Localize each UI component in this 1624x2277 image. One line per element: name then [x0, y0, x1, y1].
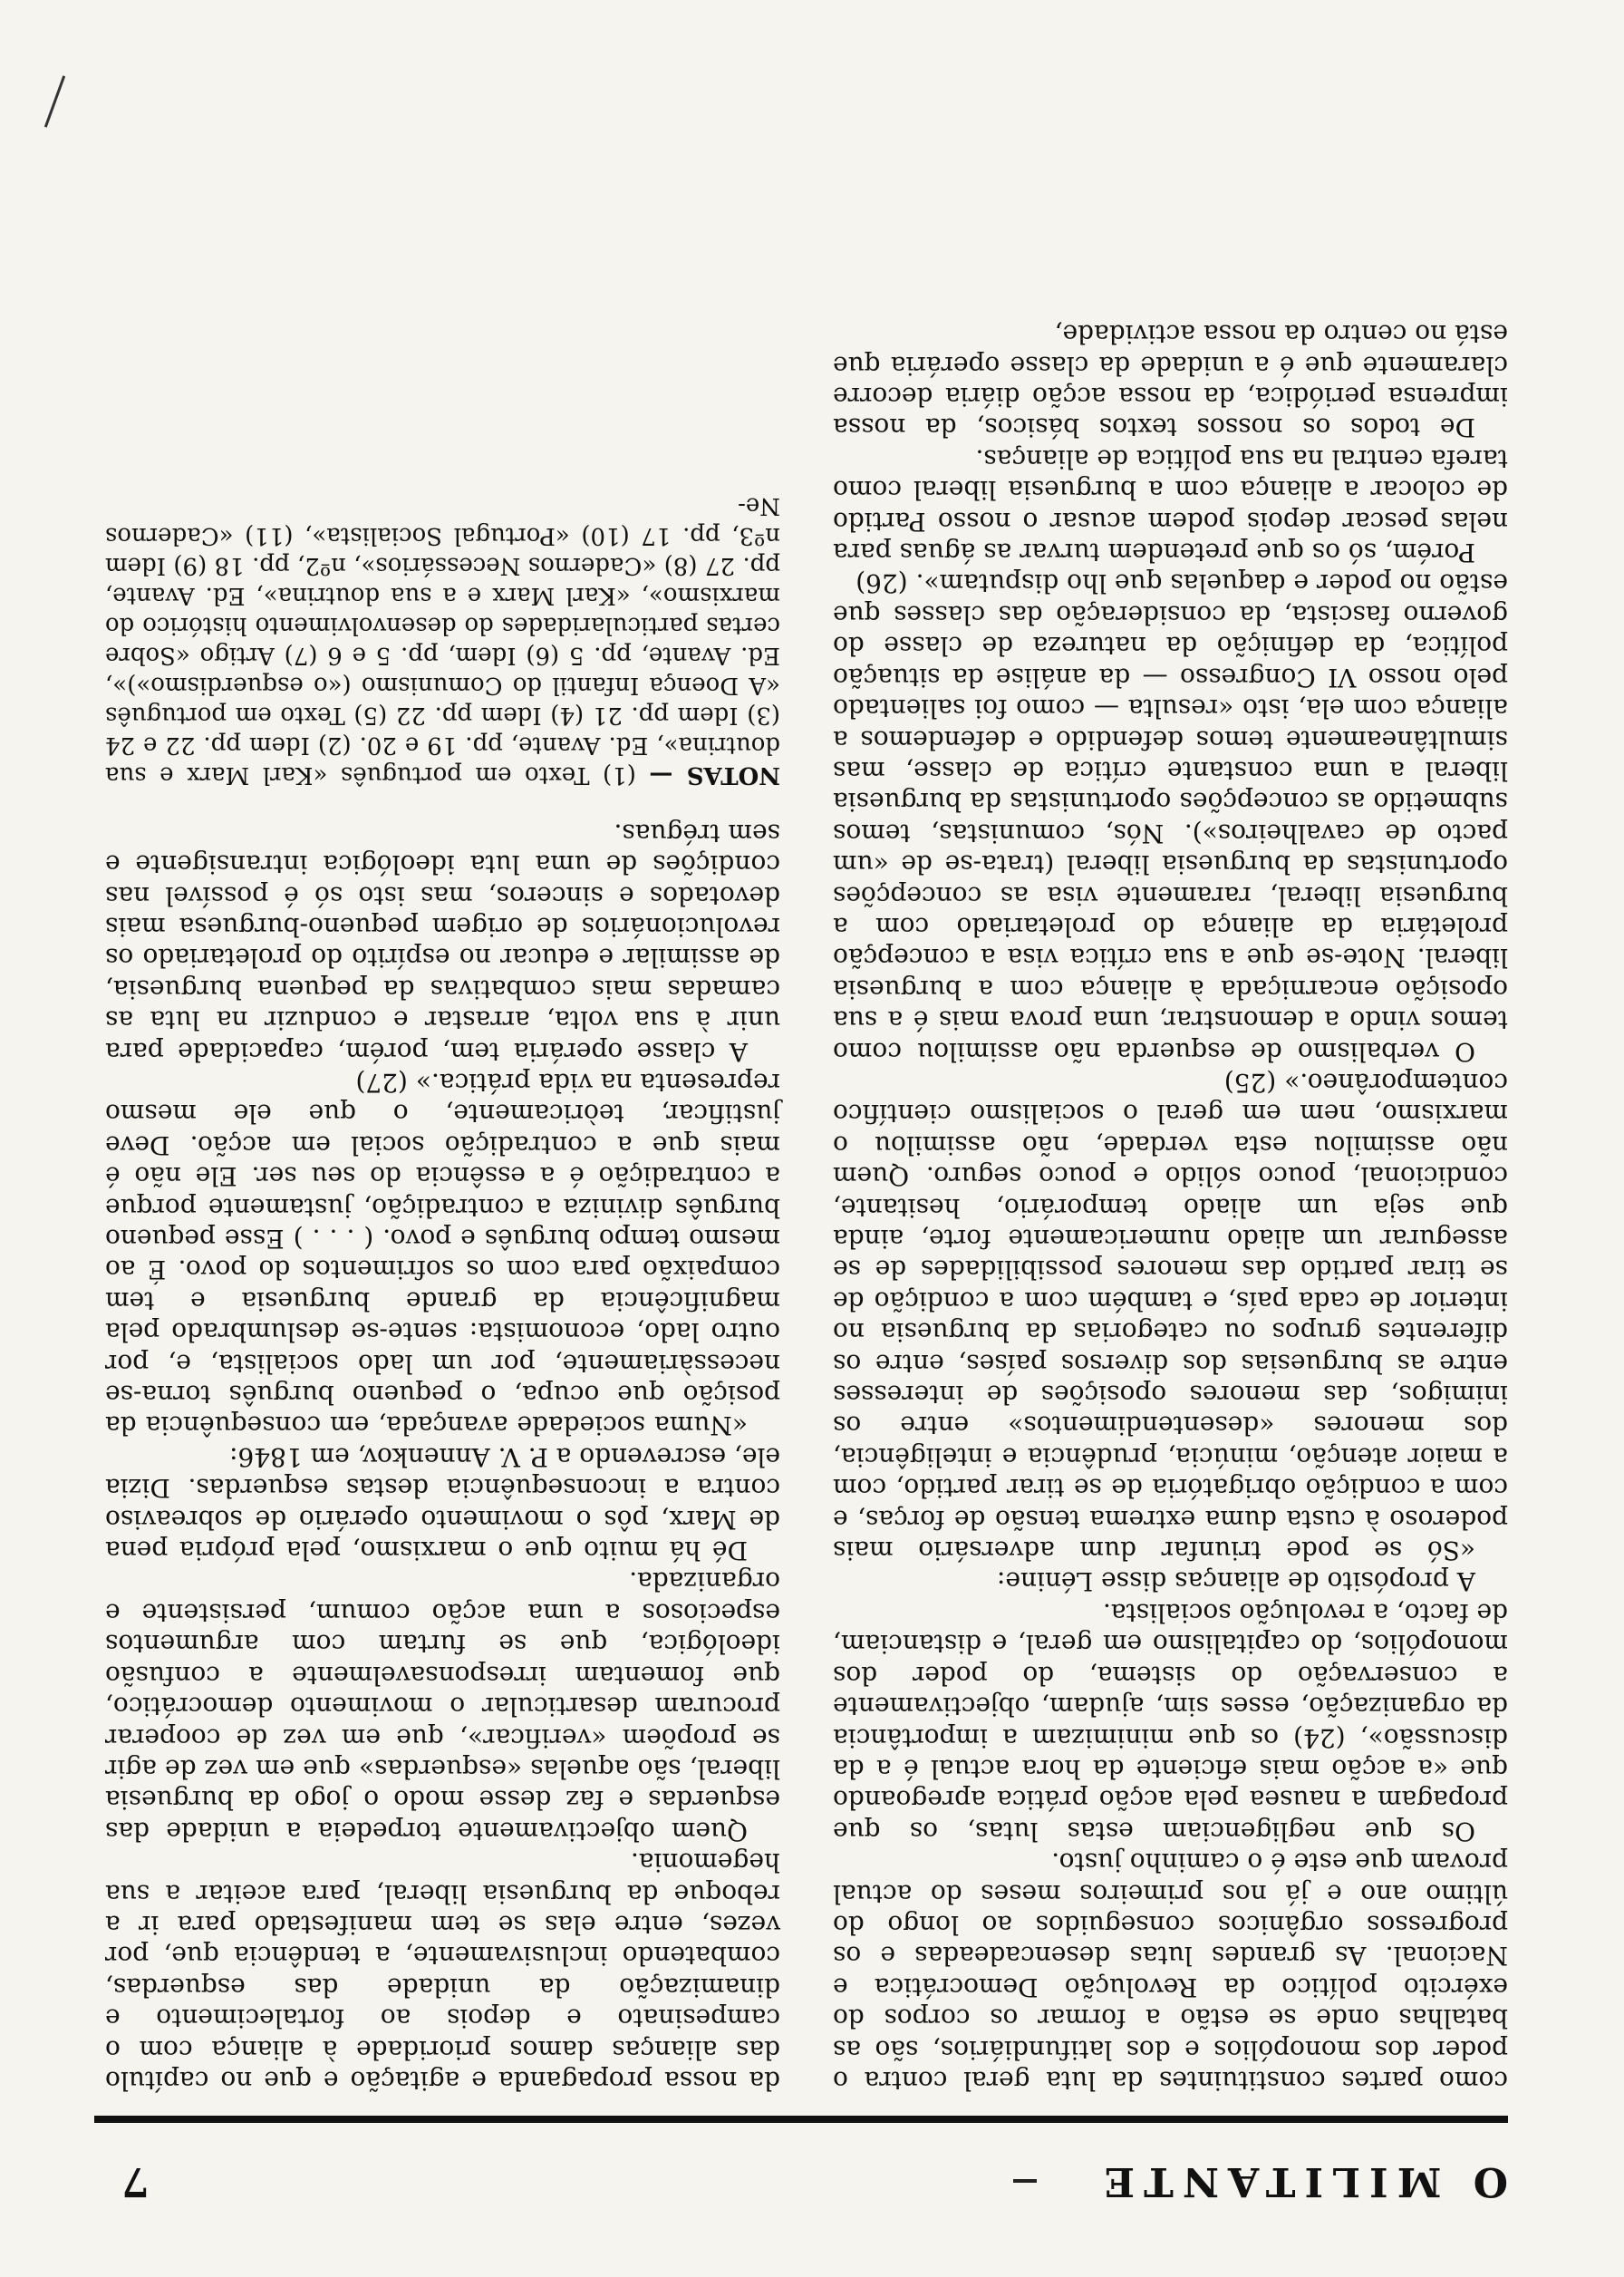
- paragraph: Quem objectivamente torpedeia a unidade das esquerdas e faz desse modo o jogo da burguesia liberal, são aquelas «esquerdas» que em vez de agir se propõem «verificar», que em vez de cooperar procuram desarticular o movimento democrático, que fomentam irresponsavelmente a confusão ideológica, que se furtam com argumentos especiosos a uma acção comum, persistente e organizada.: [105, 1566, 780, 1846]
- paragraph: Porém, só os que pretendem turvar as águas para nelas pescar depois podem acusar o nosso Partido de colocar a aliança com a burguesia liberal como tarefa central na sua política de alianças.: [833, 443, 1508, 568]
- paragraph: Dé há muito que o marxismo, pela própria pena de Marx, pôs o movimento operário de sobreaviso contra a inconsequência destas esquerdas. Dizia ele, escrevendo a P. V. Annenkov, em 1846:: [105, 1441, 780, 1566]
- margin-pen-mark: [44, 75, 65, 127]
- publication-title: O MILITANTE: [1095, 2158, 1508, 2204]
- header-divider-mark: [1013, 2179, 1037, 2183]
- right-column: [105, 490, 780, 2096]
- footnotes-text: (1) Texto em português «Karl Marx e sua doutrina», Ed. Avante, pp. 19 e 20. (2) Idem pp. 22 e 24 (3) Idem pp. 21 (4) Idem pp. 22 (5) Texto em português «A Doença Infantil do Comunismo («o esquerdismo»)», Ed. Avante, pp. 5 (6) Idem, pp. 5 e 6 (7) Artigo «Sobre certas particularidades do desenvolvimento histórico do marxismo», «Karl Marx e a sua doutrina», Ed. Avante, pp. 27 (8) «Cadernos Necessários», nº2, pp. 18 (9) Idem nº3, pp. 17 (10) «Portugal Socialista», (11) «Cadernos Ne-: [105, 492, 780, 790]
- quote-paragraph: «Só se pode triunfar dum adversário mais poderoso à custa duma extrema tensão de forças, e com a condição obrigatória de se tirar partido, com a maior atenção, minúcia, prudência e inteligência, dos menores «desentendimentos» entre os inimigos, das menores oposições de interesses entre as burguesias dos diversos países, entre os diferentes grupos ou categorias da burguesia no interior de cada país, e também com a condição de se tirar partido das menores possibilidades de se assegurar um aliado numericamente forte, ainda que seja um aliado temporário, hesitante, condicional, pouco sólido e pouco seguro. Quem não assimilou esta verdade, não assimilou o marxismo, nem em geral o socialismo científico contemporâneo.» (25): [833, 1068, 1508, 1566]
- footnotes: [105, 490, 780, 790]
- paragraph: Os que negligenciam estas lutas, os que propagam a nausea pela acção prática apregoando que «a acção mais eficiente da hora actual é a da discussão», (24) os que minimizam a importância da organização, esses sim, ajudam, objectivamente a conservação do sistema, do poder dos monopólios, do capitalismo em geral, e distanciam, de facto, a revolução socialista.: [833, 1597, 1508, 1846]
- paragraph: da nossa propaganda e agitação e que no capítulo das alianças damos prioridade à aliança com o campesinato e depois ao fortalecimento e dinamização da unidade das esquerdas, combatendo inclusivamente, a tendência que, por vezes, entre elas se tem manifestado para ir a reboque da burguesia liberal, para aceitar a sua hegemonia.: [105, 1847, 780, 2096]
- paragraph: O verbalismo de esquerda não assimilou como temos vindo a demonstrar, uma prova mais é a sua oposição encarniçada à aliança com a burguesia liberal. Note-se que a sua crítica visa a concepção proletária da aliança do proletariado com a burguesia liberal, raramente visa as concepções oportunistas da burguesia liberal (trata-se de «um pacto de cavalheiros»). Nós, comunistas, temos submetido as concepções oportunistas da burguesia liberal a uma constante crítica de classe, mas simultâneamente temos defendido e defendemos a aliança com ela, isto «resulta — como foi salientado pelo nosso VI Congresso — da análise da situação política, da definição da natureza de classe do governo fascista, da consideração das classes que estão no poder e daquelas que lho disputam». (26): [833, 568, 1508, 1067]
- paragraph: De todos os nossos textos básicos, da nossa imprensa periódica, da nossa acção diária decorre claramente que é a unidade da classe operária que está no centro da nossa actividade,: [833, 319, 1508, 443]
- page-header: [94, 2116, 1508, 2223]
- left-column: [833, 318, 1508, 2096]
- page-number: 7: [121, 2158, 150, 2204]
- footnotes-label: NOTAS —: [649, 761, 780, 790]
- paragraph: como partes constituintes da luta geral contra o poder dos monopólios e dos latifundiários, são as batalhas onde se estão a formar os corpos do exército político da Revolução Democrática e Nacional. As grandes lutas desencadeadas e os progressos orgânicos conseguidos ao longo do último ano e já nos primeiros meses do actual provam que este é o caminho justo.: [833, 1847, 1508, 2096]
- paragraph: A classe operária tem, porém, capacidade para unir à sua volta, arrastar e conduzir na luta as camadas mais combativas da pequena burguesia, de assimilar e educar no espírito do proletariado os revolucionários de origem pequeno-burguesa mais devotados e sinceros, mas isto só é possível nas condições de uma luta ideológica intransigente e sem tréguas.: [105, 818, 780, 1067]
- quote-paragraph: «Numa sociedade avançada, em consequência da posição que ocupa, o pequeno burguês torna-se necessàriamente, por um lado socialista, e, por outro lado, economista: sente-se deslumbrado pela magnificência da grande burguesia e tem compaixão para com os sofrimentos do povo. É ao mesmo tempo burguês e povo. ( . . . ) Esse pequeno burguês diviniza a contradição, justamente porque a contradição é a essência do seu ser. Ele não é mais que a contradição social em acção. Deve justificar, teòricamente, o que ele mesmo representa na vida prática.» (27): [105, 1068, 780, 1441]
- paragraph: A propósito de alianças disse Lénine:: [996, 1566, 1475, 1597]
